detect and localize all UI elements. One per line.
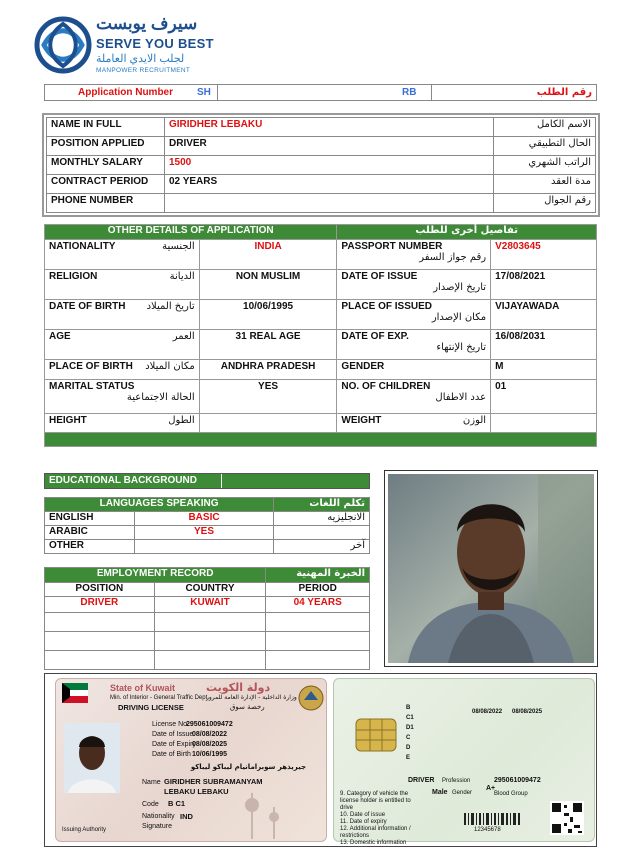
table-row [47, 118, 596, 137]
logo-arabic-name: سيرف يوبست [96, 14, 198, 33]
weight-label: WEIGHT [341, 415, 382, 426]
nationality-arabic: الجنسية [162, 241, 195, 252]
kuwait-emblem-icon [298, 685, 324, 711]
other-details-footer-bar [45, 433, 597, 447]
place-issued-value: VIJAYAWADA [491, 300, 597, 330]
lang-english-arabic: الانجليزيه [274, 512, 370, 526]
kuwait-flag-icon [62, 683, 88, 703]
back-date-expiry: 08/08/2025 [512, 709, 543, 715]
back-gender-label: Gender [452, 790, 473, 796]
lang-english-value: BASIC [134, 512, 273, 526]
kuwait-towers-watermark-icon [232, 789, 302, 839]
license-doe-label: Date of Expiry [152, 741, 196, 748]
education-bar [44, 473, 370, 489]
pob-value: ANDHRA PRADESH [199, 360, 337, 380]
col-country: COUNTRY [154, 583, 266, 597]
logo-name: SERVE YOU BEST [96, 36, 214, 51]
license-dob-label: Date of Birth [152, 751, 191, 758]
lang-other-label: OTHER [45, 540, 135, 554]
driving-license-images [44, 673, 597, 847]
qr-code-icon [550, 801, 584, 835]
license-portrait-image [64, 723, 120, 793]
back-notes: 9. Category of vehicle the license holder is entitled to drive 10. Date of issue 11. Date of expiry 12. Additional information / restrictions 13. Domestic information [340, 791, 411, 846]
employment-header-arabic: الخبرة المهنية [266, 568, 370, 583]
table-row [45, 597, 370, 613]
company-logo [34, 14, 274, 76]
name-arabic: الاسم الكامل [494, 118, 596, 137]
name-value: GIRIDHER LEBAKU [165, 118, 494, 137]
back-license-no: 295061009472 [494, 777, 541, 784]
name-label: NAME IN FULL [47, 118, 165, 137]
emp-country: KUWAIT [154, 597, 266, 613]
place-issued-arabic: مكان الإصدار [431, 312, 487, 323]
back-category-c1: C1 [406, 715, 414, 721]
height-arabic: الطول [168, 415, 195, 426]
license-name-arabic: جيريذهر سوبرامانيام ليباكو ليباكو [190, 763, 306, 771]
back-blood-label: Blood Group [494, 791, 528, 797]
back-category-b: B [406, 705, 411, 711]
pob-arabic: مكان الميلاد [145, 361, 195, 372]
gender-value: M [491, 360, 597, 380]
other-details-table [44, 224, 597, 447]
application-number-row [44, 84, 597, 101]
nationality-value: INDIA [199, 240, 337, 270]
license-name-2: LEBAKU LEBAKU [164, 787, 229, 796]
table-row [47, 137, 596, 156]
back-category-e: E [406, 755, 411, 761]
back-number: 12345678 [474, 827, 501, 833]
salary-value: 1500 [165, 156, 494, 175]
logo-knot-icon [34, 16, 92, 74]
license-title: DRIVING LICENSE [118, 703, 184, 712]
height-value [199, 414, 337, 433]
employment-table [44, 567, 370, 670]
license-ministry-arabic: وزارة الداخلية - الإدارة العامة للمرور [206, 694, 297, 701]
date-issue-arabic: تاريخ الإصدار [433, 282, 487, 293]
table-row [45, 526, 370, 540]
contract-arabic: مدة العقد [494, 175, 596, 194]
table-row [45, 632, 370, 651]
table-row [47, 194, 596, 213]
col-period: PERIOD [266, 583, 370, 597]
table-row [47, 175, 596, 194]
other-details-header: OTHER DETAILS OF APPLICATION [45, 225, 337, 240]
salary-arabic: الراتب الشهري [494, 156, 596, 175]
position-label: POSITION APPLIED [47, 137, 165, 156]
license-doi-label: Date of Issue [152, 731, 194, 738]
table-row [45, 512, 370, 526]
lang-other-value [134, 540, 273, 554]
table-row [45, 414, 597, 433]
license-ministry: Min. of Interior - General Traffic Dept. [110, 695, 209, 701]
nationality-label: NATIONALITY [49, 241, 116, 252]
license-doi: 08/08/2022 [192, 731, 228, 738]
back-profession: DRIVER [408, 777, 435, 784]
personal-details [42, 113, 600, 217]
lang-arabic-label: ARABIC [45, 526, 135, 540]
phone-arabic: رقم الجوال [494, 194, 596, 213]
phone-label: PHONE NUMBER [47, 194, 165, 213]
back-profession-label: Profession [442, 778, 471, 784]
weight-arabic: الوزن [462, 415, 487, 426]
languages-header: LANGUAGES SPEAKING [45, 498, 274, 512]
applicant-photo [384, 470, 598, 667]
dob-label: DATE OF BIRTH [49, 301, 126, 312]
table-row [45, 270, 597, 300]
table-row [45, 651, 370, 670]
age-value: 31 REAL AGE [199, 330, 337, 360]
license-name-1: GIRIDHER SUBRAMANYAM [164, 777, 263, 786]
age-label: AGE [49, 331, 71, 342]
license-nationality: IND [180, 812, 193, 821]
license-state-arabic: دولة الكويت [206, 681, 271, 694]
contract-label: CONTRACT PERIOD [47, 175, 165, 194]
table-row [45, 380, 597, 414]
logo-arabic-tagline: لجلب الايدي العاملة [96, 53, 185, 65]
position-value: DRIVER [165, 137, 494, 156]
children-arabic: عدد الاطفال [435, 392, 487, 403]
position-arabic: الحال التطبيقي [494, 137, 596, 156]
application-code-rb: RB [402, 87, 417, 98]
passport-value: V2803645 [491, 240, 597, 270]
religion-label: RELIGION [49, 271, 98, 282]
children-value: 01 [491, 380, 597, 414]
passport-label: PASSPORT NUMBER [341, 241, 443, 252]
languages-header-arabic: تكلم اللغات [274, 498, 370, 512]
table-row [45, 540, 370, 554]
license-code: B C1 [168, 799, 186, 808]
lang-arabic-arabic [274, 526, 370, 540]
back-date-issue: 08/08/2022 [472, 709, 503, 715]
other-details-header-arabic: تفاصيل أخرى للطلب [337, 225, 597, 240]
employment-header: EMPLOYMENT RECORD [45, 568, 266, 583]
license-back [333, 678, 595, 846]
license-no-label: License No. [152, 721, 189, 728]
height-label: HEIGHT [49, 415, 87, 426]
children-label: NO. OF CHILDREN [341, 381, 431, 392]
chip-icon [356, 719, 396, 751]
table-row [45, 613, 370, 632]
logo-tagline: MANPOWER RECRUITMENT [96, 67, 191, 74]
date-exp-arabic: تاريخ الإنتهاء [436, 342, 487, 353]
date-issue-value: 17/08/2021 [491, 270, 597, 300]
license-front [55, 678, 327, 842]
marital-arabic: الحالة الاجتماعية [126, 392, 195, 403]
religion-arabic: الديانة [169, 271, 195, 282]
table-row [45, 240, 597, 270]
table-row [45, 330, 597, 360]
license-doe: 08/08/2025 [192, 741, 228, 748]
emp-position: DRIVER [45, 597, 155, 613]
license-code-label: Code [142, 801, 159, 808]
application-code-sh: SH [197, 87, 211, 98]
license-no: 295061009472 [186, 721, 233, 728]
back-gender: Male [432, 789, 448, 796]
salary-label: MONTHLY SALARY [47, 156, 165, 175]
license-title-arabic: رخصة سوق [230, 703, 265, 711]
place-issued-label: PLACE OF ISSUED [341, 301, 432, 312]
back-category-d1: D1 [406, 725, 414, 731]
date-exp-label: DATE OF EXP. [341, 331, 409, 342]
license-signature-label: Signature [142, 823, 172, 830]
col-position: POSITION [45, 583, 155, 597]
table-row [45, 300, 597, 330]
table-row [45, 360, 597, 380]
lang-arabic-value: YES [134, 526, 273, 540]
lang-english-label: ENGLISH [45, 512, 135, 526]
emp-period: 04 YEARS [266, 597, 370, 613]
languages-table [44, 497, 370, 554]
passport-arabic: رقم جواز السفر [419, 252, 487, 263]
lang-other-arabic: آخر [274, 540, 370, 554]
marital-label: MARITAL STATUS [49, 381, 135, 392]
license-authority-label: Issuing Authority [62, 827, 107, 833]
dob-arabic: تاريخ الميلاد [146, 301, 195, 312]
education-label: EDUCATIONAL BACKGROUND [45, 474, 221, 488]
religion-value: NON MUSLIM [199, 270, 337, 300]
table-row [47, 156, 596, 175]
barcode-icon [464, 813, 520, 825]
weight-value [491, 414, 597, 433]
back-blood: A+ [486, 785, 496, 792]
application-number-label: Application Number [78, 85, 218, 100]
age-arabic: العمر [172, 331, 195, 342]
application-number-arabic: رقم الطلب [536, 87, 592, 98]
license-nationality-label: Nationality [142, 813, 175, 820]
date-issue-label: DATE OF ISSUE [341, 271, 418, 282]
back-category-d: D [406, 745, 411, 751]
applicant-photo-image [388, 474, 594, 663]
marital-value: YES [199, 380, 337, 414]
pob-label: PLACE OF BIRTH [49, 361, 133, 372]
dob-value: 10/06/1995 [199, 300, 337, 330]
license-state: State of Kuwait [110, 683, 176, 693]
license-dob: 10/06/1995 [192, 751, 228, 758]
license-name-label: Name [142, 779, 161, 786]
phone-value [165, 194, 494, 213]
contract-value: 02 YEARS [165, 175, 494, 194]
date-exp-value: 16/08/2031 [491, 330, 597, 360]
gender-label: GENDER [337, 360, 491, 380]
back-category-c: C [406, 735, 411, 741]
